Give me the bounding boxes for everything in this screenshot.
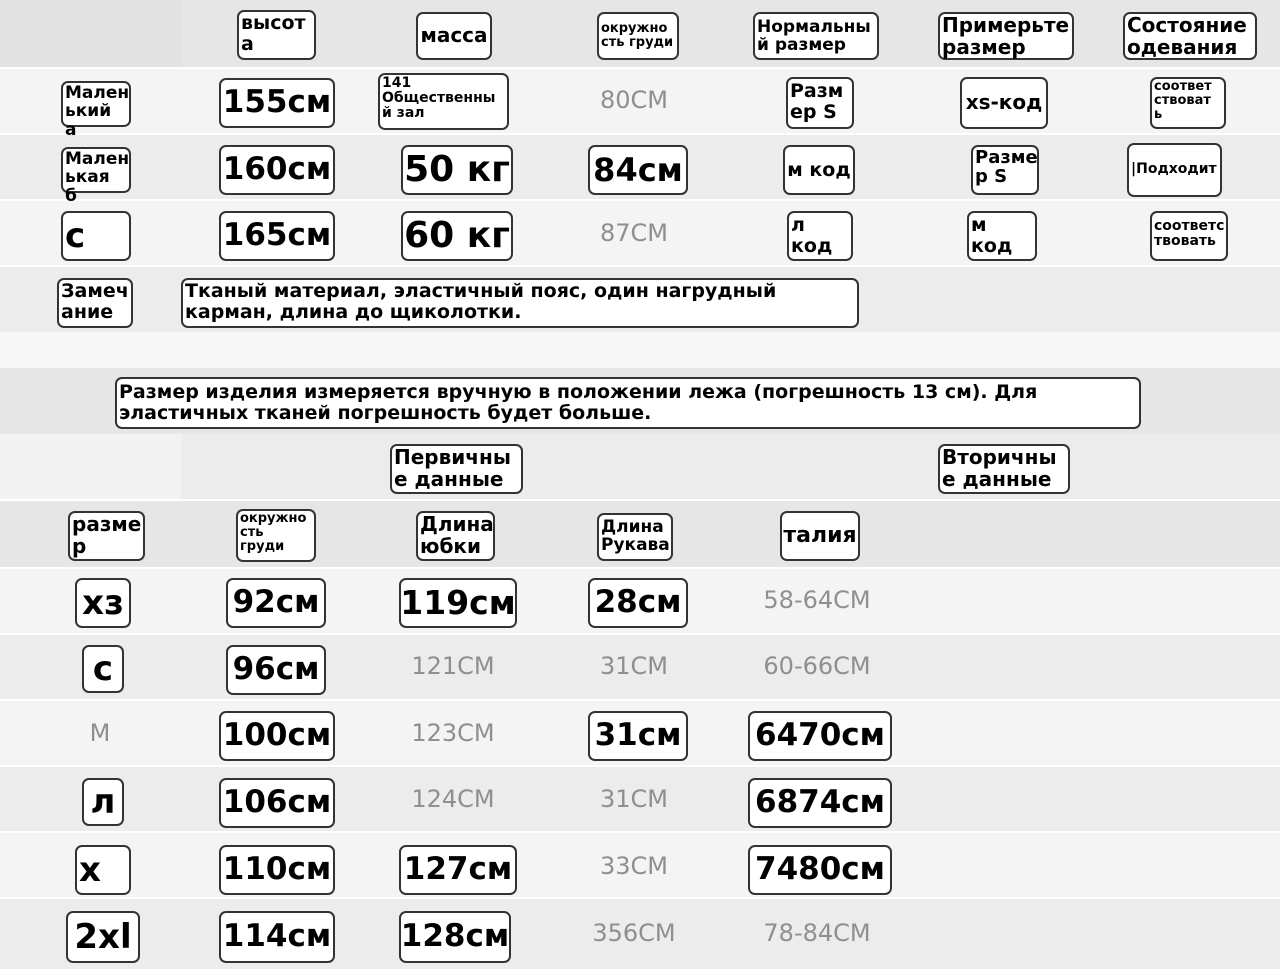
- sleeve-value: 31см: [588, 711, 688, 761]
- weight-value: 141 Общественны й зал: [378, 73, 509, 130]
- waist-value: 6470см: [748, 711, 892, 761]
- group-primary-data: Первичны е данные: [390, 444, 523, 494]
- skirt-value: 124CM: [411, 785, 495, 813]
- try-size-value: м код: [967, 211, 1037, 261]
- size-value: M: [89, 719, 111, 747]
- header-sleeve-length: Длина Рукава: [597, 513, 673, 561]
- spacer-bg: [0, 332, 1280, 368]
- size-value: с: [82, 645, 124, 693]
- row-label: с: [61, 211, 131, 261]
- header-height: высот а: [237, 10, 316, 60]
- weight-value: 50 кг: [401, 145, 513, 195]
- skirt-value: 127см: [399, 845, 517, 895]
- group-row-bg: [0, 434, 1280, 500]
- normal-size-value: л код: [787, 211, 853, 261]
- note-text: Тканый материал, эластичный пояс, один нагрудный карман, длина до щиколотки.: [181, 278, 859, 328]
- try-size-value: xs-код: [960, 77, 1048, 129]
- header-waist: талия: [780, 511, 860, 561]
- try-size-value: Разме р S: [971, 145, 1039, 195]
- header-weight: масса: [416, 12, 492, 60]
- chest-value: 110см: [219, 845, 335, 895]
- waist-value: 78-84CM: [763, 919, 871, 947]
- sleeve-value: 356CM: [592, 919, 676, 947]
- skirt-value: 128см: [399, 911, 511, 963]
- header-chest: окружно сть груди: [236, 509, 316, 562]
- waist-value: 60-66CM: [763, 652, 871, 680]
- wear-state-value: соответс твовать: [1150, 211, 1228, 261]
- measurement-notice: Размер изделия измеряется вручную в положении лежа (погрешность 13 см). Для эластичных тканей погрешность будет больше.: [115, 377, 1141, 429]
- weight-value: 60 кг: [401, 211, 513, 261]
- skirt-value: 121CM: [411, 652, 495, 680]
- chest-value: 96см: [226, 645, 326, 695]
- row-label: Мален ький а: [61, 81, 131, 127]
- chest-value: 80CM: [599, 86, 669, 114]
- chest-value: 87CM: [599, 219, 669, 247]
- size-value: л: [82, 778, 124, 826]
- waist-value: 58-64CM: [763, 586, 871, 614]
- group-secondary-data: Вторичны е данные: [938, 444, 1070, 494]
- wear-state-value: соответ ствоват ь: [1150, 77, 1226, 129]
- normal-size-value: Разм ер S: [786, 77, 854, 129]
- wear-state-value: |Подходит: [1127, 143, 1222, 197]
- skirt-value: 119см: [399, 578, 517, 628]
- height-value: 155см: [219, 78, 335, 128]
- header-normal-size: Нормальны й размер: [753, 12, 879, 60]
- waist-value: 7480см: [748, 845, 892, 895]
- sleeve-value: 28см: [588, 578, 688, 628]
- header-size: разме р: [68, 511, 145, 561]
- header-skirt-length: Длина юбки: [416, 511, 495, 561]
- waist-value: 6874см: [748, 778, 892, 828]
- height-value: 165см: [219, 211, 335, 261]
- header-wear-state: Состояние одевания: [1123, 12, 1257, 60]
- chest-value: 114см: [219, 911, 335, 963]
- note-label: Замеч ание: [57, 278, 133, 328]
- size-value: 2xl: [66, 911, 140, 963]
- sleeve-value: 33CM: [599, 852, 669, 880]
- row-label: Мален ькая б: [61, 147, 131, 193]
- chest-value: 84см: [588, 145, 688, 195]
- chest-value: 106см: [219, 778, 335, 828]
- sleeve-value: 31CM: [599, 785, 669, 813]
- normal-size-value: м код: [783, 145, 855, 195]
- header-try-size: Примерьте размер: [938, 12, 1074, 60]
- chest-value: 92см: [226, 578, 326, 628]
- skirt-value: 123CM: [411, 719, 495, 747]
- chest-value: 100см: [219, 711, 335, 761]
- height-value: 160см: [219, 145, 335, 195]
- size-value: хз: [75, 578, 131, 628]
- header-chest: окружно сть груди: [597, 12, 679, 60]
- size-value: х: [75, 845, 131, 895]
- sleeve-value: 31CM: [599, 652, 669, 680]
